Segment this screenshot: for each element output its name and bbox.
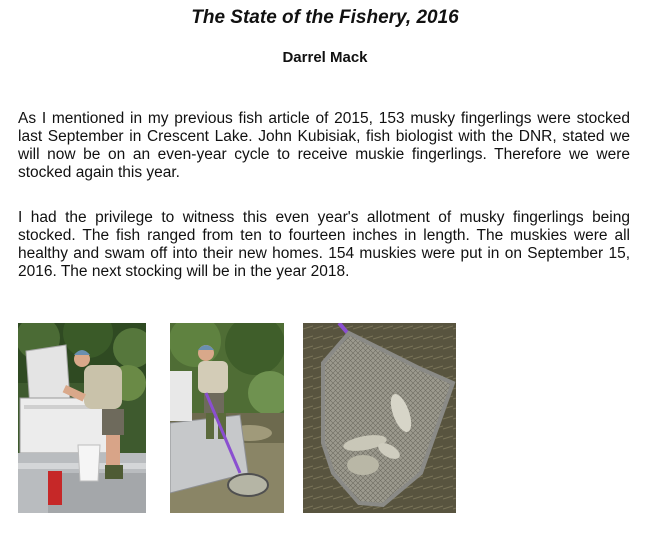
photo-truck-tank — [18, 323, 146, 513]
photo-fish-in-net — [303, 323, 456, 513]
paragraph-2: I had the privilege to witness this even year's allotment of musky fingerlings being stocked. The fish ranged from ten to fourteen inches in length. The muskies were all healthy and swam off into their new homes. 154 muskies were put in on September 15, 2016. The next stocking will be in the year 2018. — [18, 209, 630, 280]
article-title: The State of the Fishery, 2016 — [191, 7, 459, 28]
article-author: Darrel Mack — [282, 49, 368, 66]
photo-lowering-net — [170, 323, 284, 513]
paragraph-1: As I mentioned in my previous fish article of 2015, 153 musky fingerlings were stocked last September in Crescent Lake. John Kubisiak, fish biologist with the DNR, stated we will now be on an even-year cycle to receive muskie fingerlings. Therefore we were stocked again this year. — [18, 110, 630, 181]
